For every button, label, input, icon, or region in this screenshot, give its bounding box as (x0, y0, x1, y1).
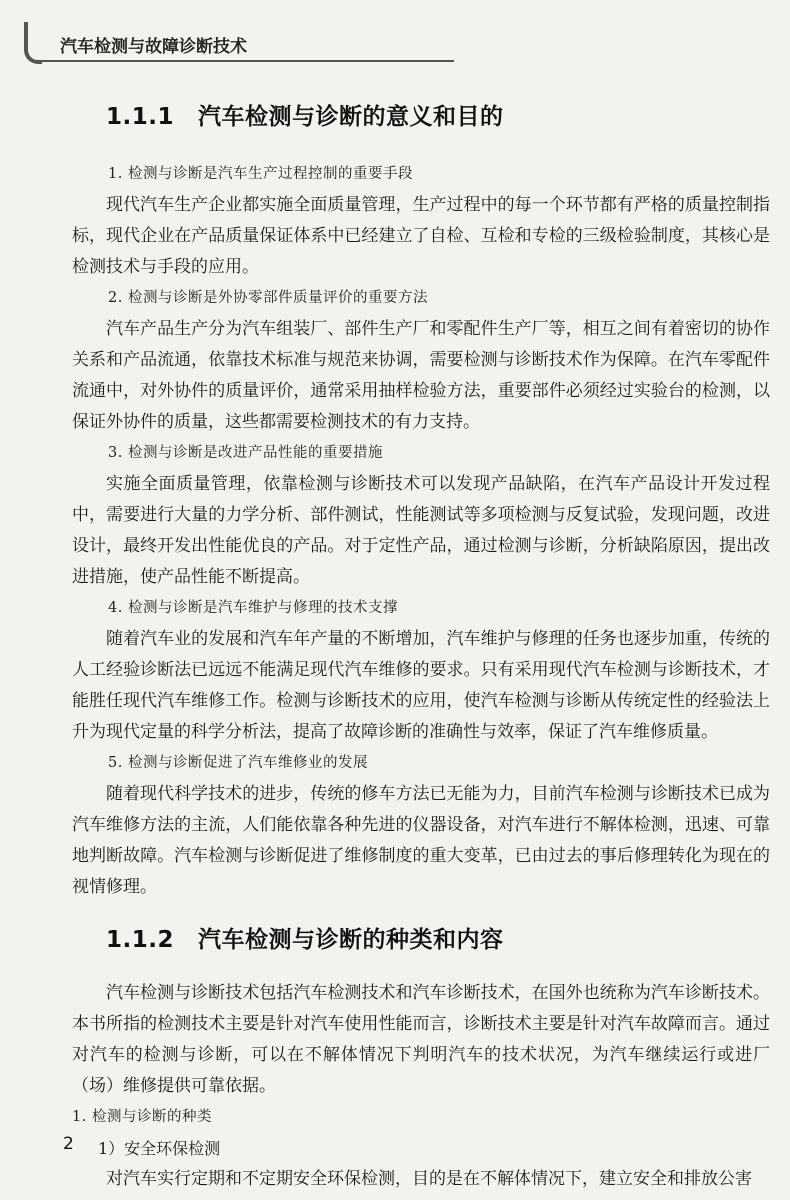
page-content (64, 98, 770, 1195)
item-3-body: 实施全面质量管理，依靠检测与诊断技术可以发现产品缺陷，在汽车产品设计开发过程中，需要进行大量的力学分析、部件测试，性能测试等多项检测与反复试验，发现问题，改进设计，最终开发出性能优良的产品。对于定性产品，通过检测与诊断，分析缺陷原因，提出改进措施，使产品性能不断提高。 (72, 474, 770, 587)
header-rule (36, 60, 454, 62)
section-2-heading (106, 921, 770, 954)
section-2-item-body: 对汽车实行定期和不定期安全环保检测，目的是在不解体情况下，建立安全和排放公害 (106, 1169, 752, 1189)
section-2-intro: 汽车检测与诊断技术包括汽车检测技术和汽车诊断技术，在国外也统称为汽车诊断技术。本书所指的检测技术主要是针对汽车使用性能而言，诊断技术主要是针对汽车故障而言。通过对汽车的检测与诊断，可以在不解体情况下判明汽车的技术状况，为汽车继续运行或进厂（场）维修提供可靠依据。 (72, 983, 770, 1096)
header-bracket-decoration (24, 22, 42, 64)
item-3-heading: 3. 检测与诊断是改进产品性能的重要措施 (108, 445, 383, 461)
page-number: 2 (63, 1134, 74, 1154)
section-2-item-label: 1）安全环保检测 (98, 1139, 221, 1158)
item-1-body: 现代汽车生产企业都实施全面质量管理，生产过程中的每一个环节都有严格的质量控制指标，现代企业在产品质量保证体系中已经建立了自检、互检和专检的三级检验制度，其核心是检测技术与手段的应用。 (72, 195, 770, 277)
book-title: 汽车检测与故障诊断技术 (60, 37, 247, 57)
item-4-heading: 4. 检测与诊断是汽车维护与修理的技术支撑 (108, 600, 398, 616)
section-2-title: 汽车检测与诊断的种类和内容 (198, 927, 504, 953)
section-1-title: 汽车检测与诊断的意义和目的 (198, 104, 504, 130)
section-2-number: 1.1.2 (106, 927, 174, 953)
section-1-heading (106, 98, 770, 131)
item-5-heading: 5. 检测与诊断促进了汽车维修业的发展 (108, 755, 368, 771)
item-2-heading: 2. 检测与诊断是外协零部件质量评价的重要方法 (108, 290, 428, 306)
item-2-body: 汽车产品生产分为汽车组装厂、部件生产厂和零配件生产厂等，相互之间有着密切的协作关系和产品流通，依靠技术标准与规范来协调，需要检测与诊断技术作为保障。在汽车零配件流通中，对外协件的质量评价，通常采用抽样检验方法，重要部件必须经过实验台的检测，以保证外协件的质量，这些都需要检测技术的有力支持。 (72, 319, 770, 432)
running-header (24, 22, 454, 62)
item-5-body: 随着现代科学技术的进步，传统的修车方法已无能为力，目前汽车检测与诊断技术已成为汽车维修方法的主流，人们能依靠各种先进的仪器设备，对汽车进行不解体检测，迅速、可靠地判断故障。汽车检测与诊断促进了维修制度的重大变革，已由过去的事后修理转化为现在的视情修理。 (72, 784, 770, 897)
section-2-sub-heading: 1. 检测与诊断的种类 (72, 1109, 212, 1125)
item-1-heading: 1. 检测与诊断是汽车生产过程控制的重要手段 (108, 166, 413, 182)
section-1-number: 1.1.1 (106, 104, 174, 130)
item-4-body: 随着汽车业的发展和汽车年产量的不断增加，汽车维护与修理的任务也逐步加重，传统的人工经验诊断法已远远不能满足现代汽车维修的要求。只有采用现代汽车检测与诊断技术，才能胜任现代汽车维修工作。检测与诊断技术的应用，使汽车检测与诊断从传统定性的经验法上升为现代定量的科学分析法，提高了故障诊断的准确性与效率，保证了汽车维修质量。 (72, 629, 770, 742)
